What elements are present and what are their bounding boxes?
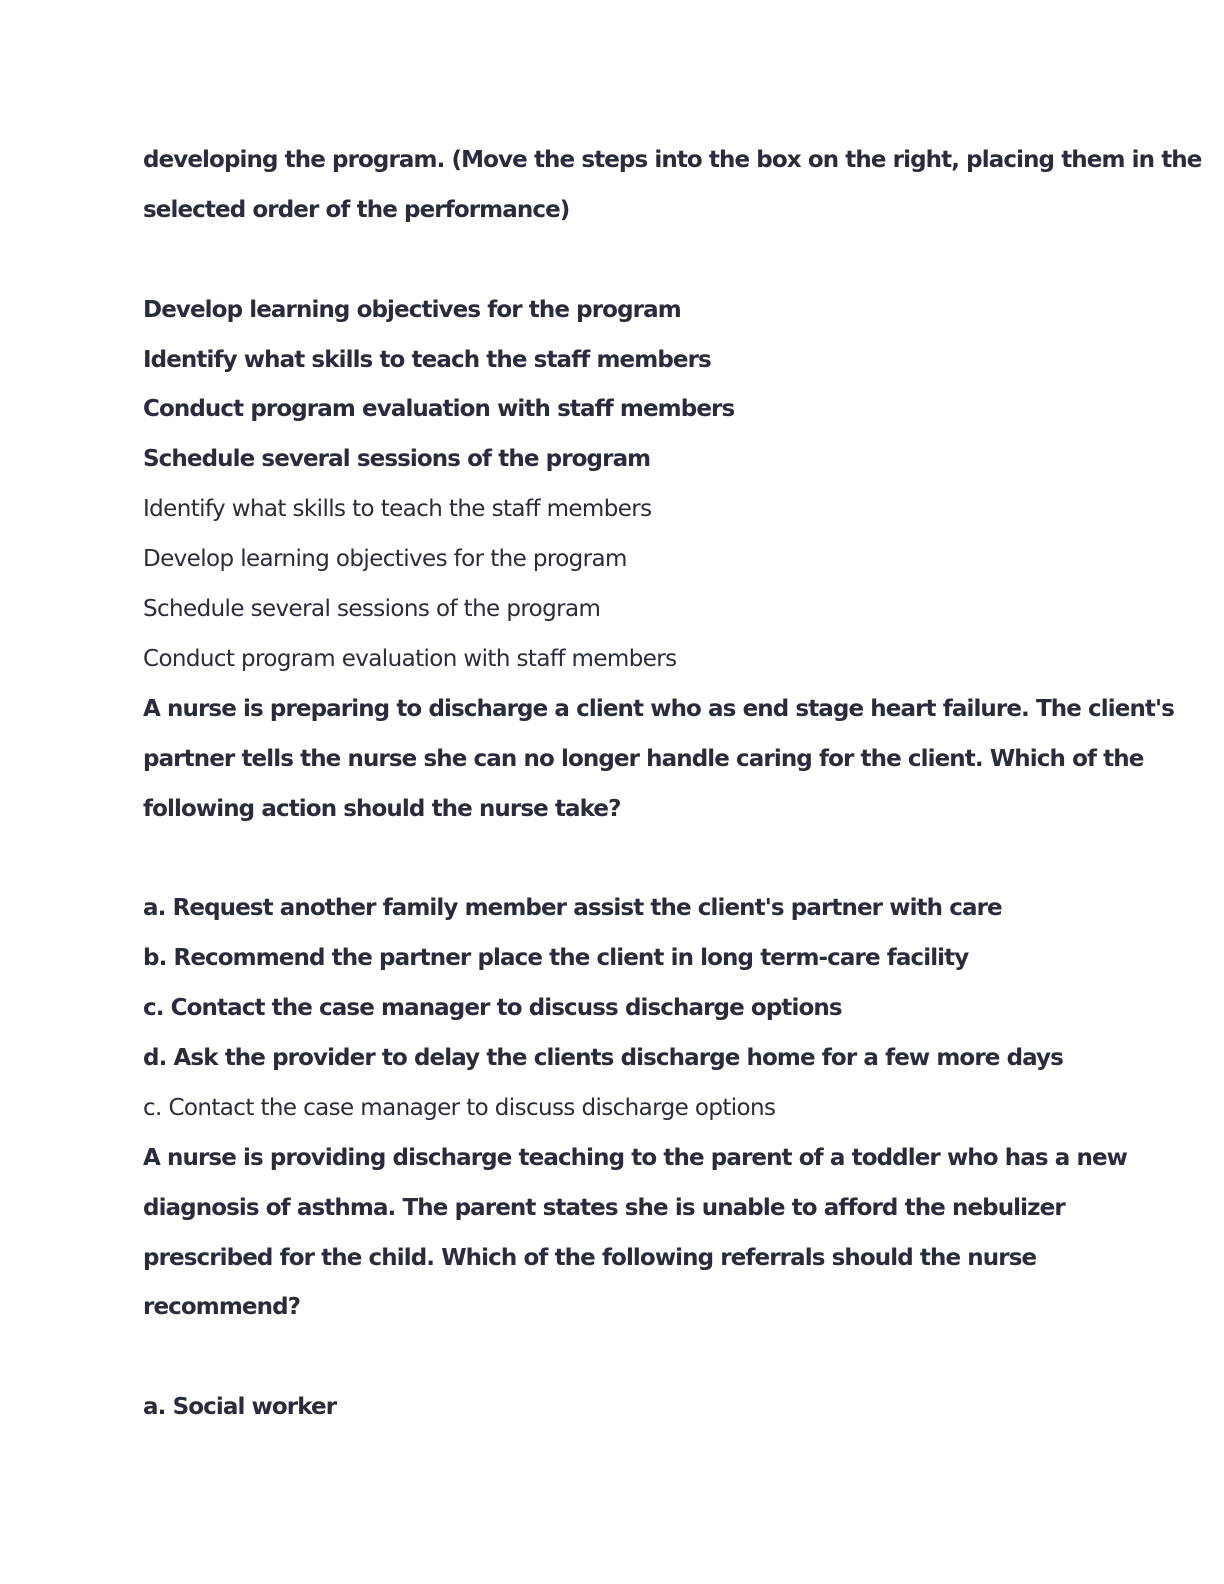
document-page xyxy=(143,136,1202,1433)
answer-item: Develop learning objectives for the program xyxy=(143,546,627,573)
question-text-line: A nurse is preparing to discharge a client who as end stage heart failure. The client's xyxy=(143,695,1174,722)
answer-item: Identify what skills to teach the staff members xyxy=(143,496,652,523)
question-text-line: diagnosis of asthma. The parent states she is unable to afford the nebulizer xyxy=(143,1194,1065,1221)
question-2 xyxy=(143,685,1174,1134)
question-3 xyxy=(143,1134,1128,1433)
question-text-line: A nurse is providing discharge teaching to the parent of a toddler who has a new xyxy=(143,1144,1128,1171)
question-text-line: prescribed for the child. Which of the following referrals should the nurse xyxy=(143,1244,1037,1271)
answer-item: Schedule several sessions of the program xyxy=(143,596,601,623)
option-item: a. Social worker xyxy=(143,1394,337,1421)
option-item: c. Contact the case manager to discuss discharge options xyxy=(143,995,842,1022)
step-item: Identify what skills to teach the staff members xyxy=(143,346,711,373)
question-text-line: developing the program. (Move the steps into the box on the right, placing them in the xyxy=(143,147,1202,173)
step-item: Schedule several sessions of the program xyxy=(143,446,651,473)
answer-item: c. Contact the case manager to discuss discharge options xyxy=(143,1094,776,1121)
question-1 xyxy=(143,136,1202,685)
question-text-line: partner tells the nurse she can no longer handle caring for the client. Which of the xyxy=(143,745,1144,772)
spacer xyxy=(143,1333,1093,1383)
spacer xyxy=(143,834,1093,884)
answer-item: Conduct program evaluation with staff members xyxy=(143,645,677,672)
question-text-line: recommend? xyxy=(143,1294,301,1321)
step-item: Conduct program evaluation with staff members xyxy=(143,396,735,423)
option-item: a. Request another family member assist the client's partner with care xyxy=(143,895,1002,922)
question-text-line: selected order of the performance) xyxy=(143,196,570,223)
question-text-line: following action should the nurse take? xyxy=(143,795,621,822)
step-item: Develop learning objectives for the program xyxy=(143,296,681,323)
spacer xyxy=(143,236,1093,286)
option-item: d. Ask the provider to delay the clients discharge home for a few more days xyxy=(143,1045,1063,1072)
option-item: b. Recommend the partner place the client in long term-care facility xyxy=(143,945,969,972)
